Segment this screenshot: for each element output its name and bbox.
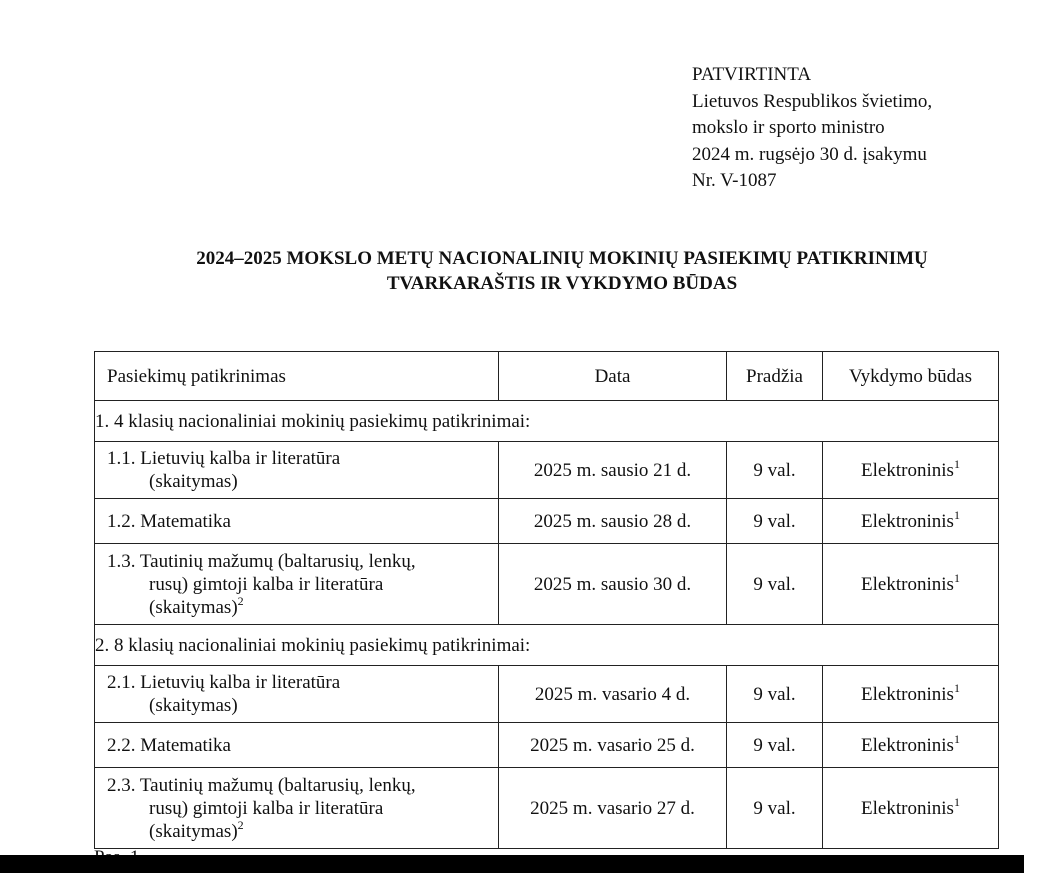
table-row (95, 499, 999, 544)
subject-cell (95, 499, 499, 544)
approval-line: PATVIRTINTA (692, 64, 812, 85)
start-cell: 9 val. (727, 442, 823, 499)
document-title (80, 246, 1044, 296)
start-cell: 9 val. (727, 499, 823, 544)
mode-cell (823, 768, 999, 849)
approval-block (692, 62, 932, 195)
header-assessment: Pasiekimų patikrinimas (95, 352, 499, 401)
start-cell: 9 val. (727, 723, 823, 768)
subject-line-text: (skaitymas) (149, 820, 238, 842)
footnote-mark: 2 (237, 593, 244, 608)
mode-cell (823, 723, 999, 768)
table-row (95, 768, 999, 849)
footnote-mark: 1 (953, 731, 960, 746)
mode-text: Elektroninis (861, 459, 954, 481)
mode-text: Elektroninis (861, 734, 954, 756)
start-cell: 9 val. (727, 666, 823, 723)
header-mode: Vykdymo būdas (823, 352, 999, 401)
mode-text: Elektroninis (861, 573, 954, 595)
date-cell: 2025 m. sausio 28 d. (499, 499, 727, 544)
subject-line: rusų) gimtoji kalba ir literatūra (149, 797, 384, 819)
subject-line: (skaitymas) (149, 471, 238, 492)
mode-cell (823, 666, 999, 723)
approval-line: Nr. V-1087 (692, 170, 777, 191)
approval-line: Lietuvos Respublikos švietimo, (692, 90, 933, 112)
section-row-grade8 (95, 625, 999, 666)
mode-cell (823, 442, 999, 499)
subject-line: 1.2. Matematika (107, 510, 231, 532)
table-row (95, 666, 999, 723)
footnote-mark: 1 (953, 794, 960, 809)
table-row (95, 442, 999, 499)
footnote-mark: 1 (953, 456, 960, 471)
subject-line-3 (107, 593, 498, 619)
table-row (95, 544, 999, 625)
title-line: 2024–2025 MOKSLO METŲ NACIONALINIŲ MOKINIŲ PASIEKIMŲ PATIKRINIMŲ (196, 248, 928, 269)
mode-cell (823, 499, 999, 544)
subject-line: 1.3. Tautinių mažumų (baltarusių, lenkų, (107, 550, 416, 572)
header-date: Data (499, 352, 727, 401)
date-cell: 2025 m. vasario 4 d. (499, 666, 727, 723)
table-header-row (95, 352, 999, 401)
subject-line: 2.1. Lietuvių kalba ir literatūra (107, 672, 341, 693)
mode-text: Elektroninis (861, 683, 954, 705)
subject-cell (95, 544, 499, 625)
subject-line-text: (skaitymas) (149, 596, 238, 618)
subject-cell (95, 723, 499, 768)
table-row (95, 723, 999, 768)
subject-line: 1.1. Lietuvių kalba ir literatūra (107, 448, 341, 469)
subject-line: 2.2. Matematika (107, 734, 231, 756)
section-title: 2. 8 klasių nacionaliniai mokinių pasiekimų patikrinimai: (95, 625, 999, 666)
section-row-grade4 (95, 401, 999, 442)
subject-cell (95, 442, 499, 499)
subject-cell (95, 666, 499, 723)
subject-line: (skaitymas) (149, 695, 238, 716)
bottom-black-bar (0, 855, 1024, 873)
mode-cell (823, 544, 999, 625)
schedule-table (94, 351, 999, 849)
footnote-mark: 2 (237, 817, 244, 832)
subject-line-3 (107, 817, 498, 843)
footnote-mark: 1 (953, 507, 960, 522)
subject-cell (95, 768, 499, 849)
date-cell: 2025 m. sausio 21 d. (499, 442, 727, 499)
date-cell: 2025 m. vasario 27 d. (499, 768, 727, 849)
mode-text: Elektroninis (861, 510, 954, 532)
start-cell: 9 val. (727, 544, 823, 625)
section-title: 1. 4 klasių nacionaliniai mokinių pasiekimų patikrinimai: (95, 401, 999, 442)
subject-line: rusų) gimtoji kalba ir literatūra (149, 573, 384, 595)
mode-text: Elektroninis (861, 797, 954, 819)
footnote-mark: 1 (953, 680, 960, 695)
title-line: TVARKARAŠTIS IR VYKDYMO BŪDAS (386, 273, 738, 294)
footnote-mark: 1 (953, 570, 960, 585)
date-cell: 2025 m. vasario 25 d. (499, 723, 727, 768)
start-cell: 9 val. (727, 768, 823, 849)
date-cell: 2025 m. sausio 30 d. (499, 544, 727, 625)
approval-line: 2024 m. rugsėjo 30 d. įsakymu (692, 143, 927, 165)
approval-line: mokslo ir sporto ministro (692, 117, 885, 138)
subject-line: 2.3. Tautinių mažumų (baltarusių, lenkų, (107, 774, 416, 796)
header-start: Pradžia (727, 352, 823, 401)
